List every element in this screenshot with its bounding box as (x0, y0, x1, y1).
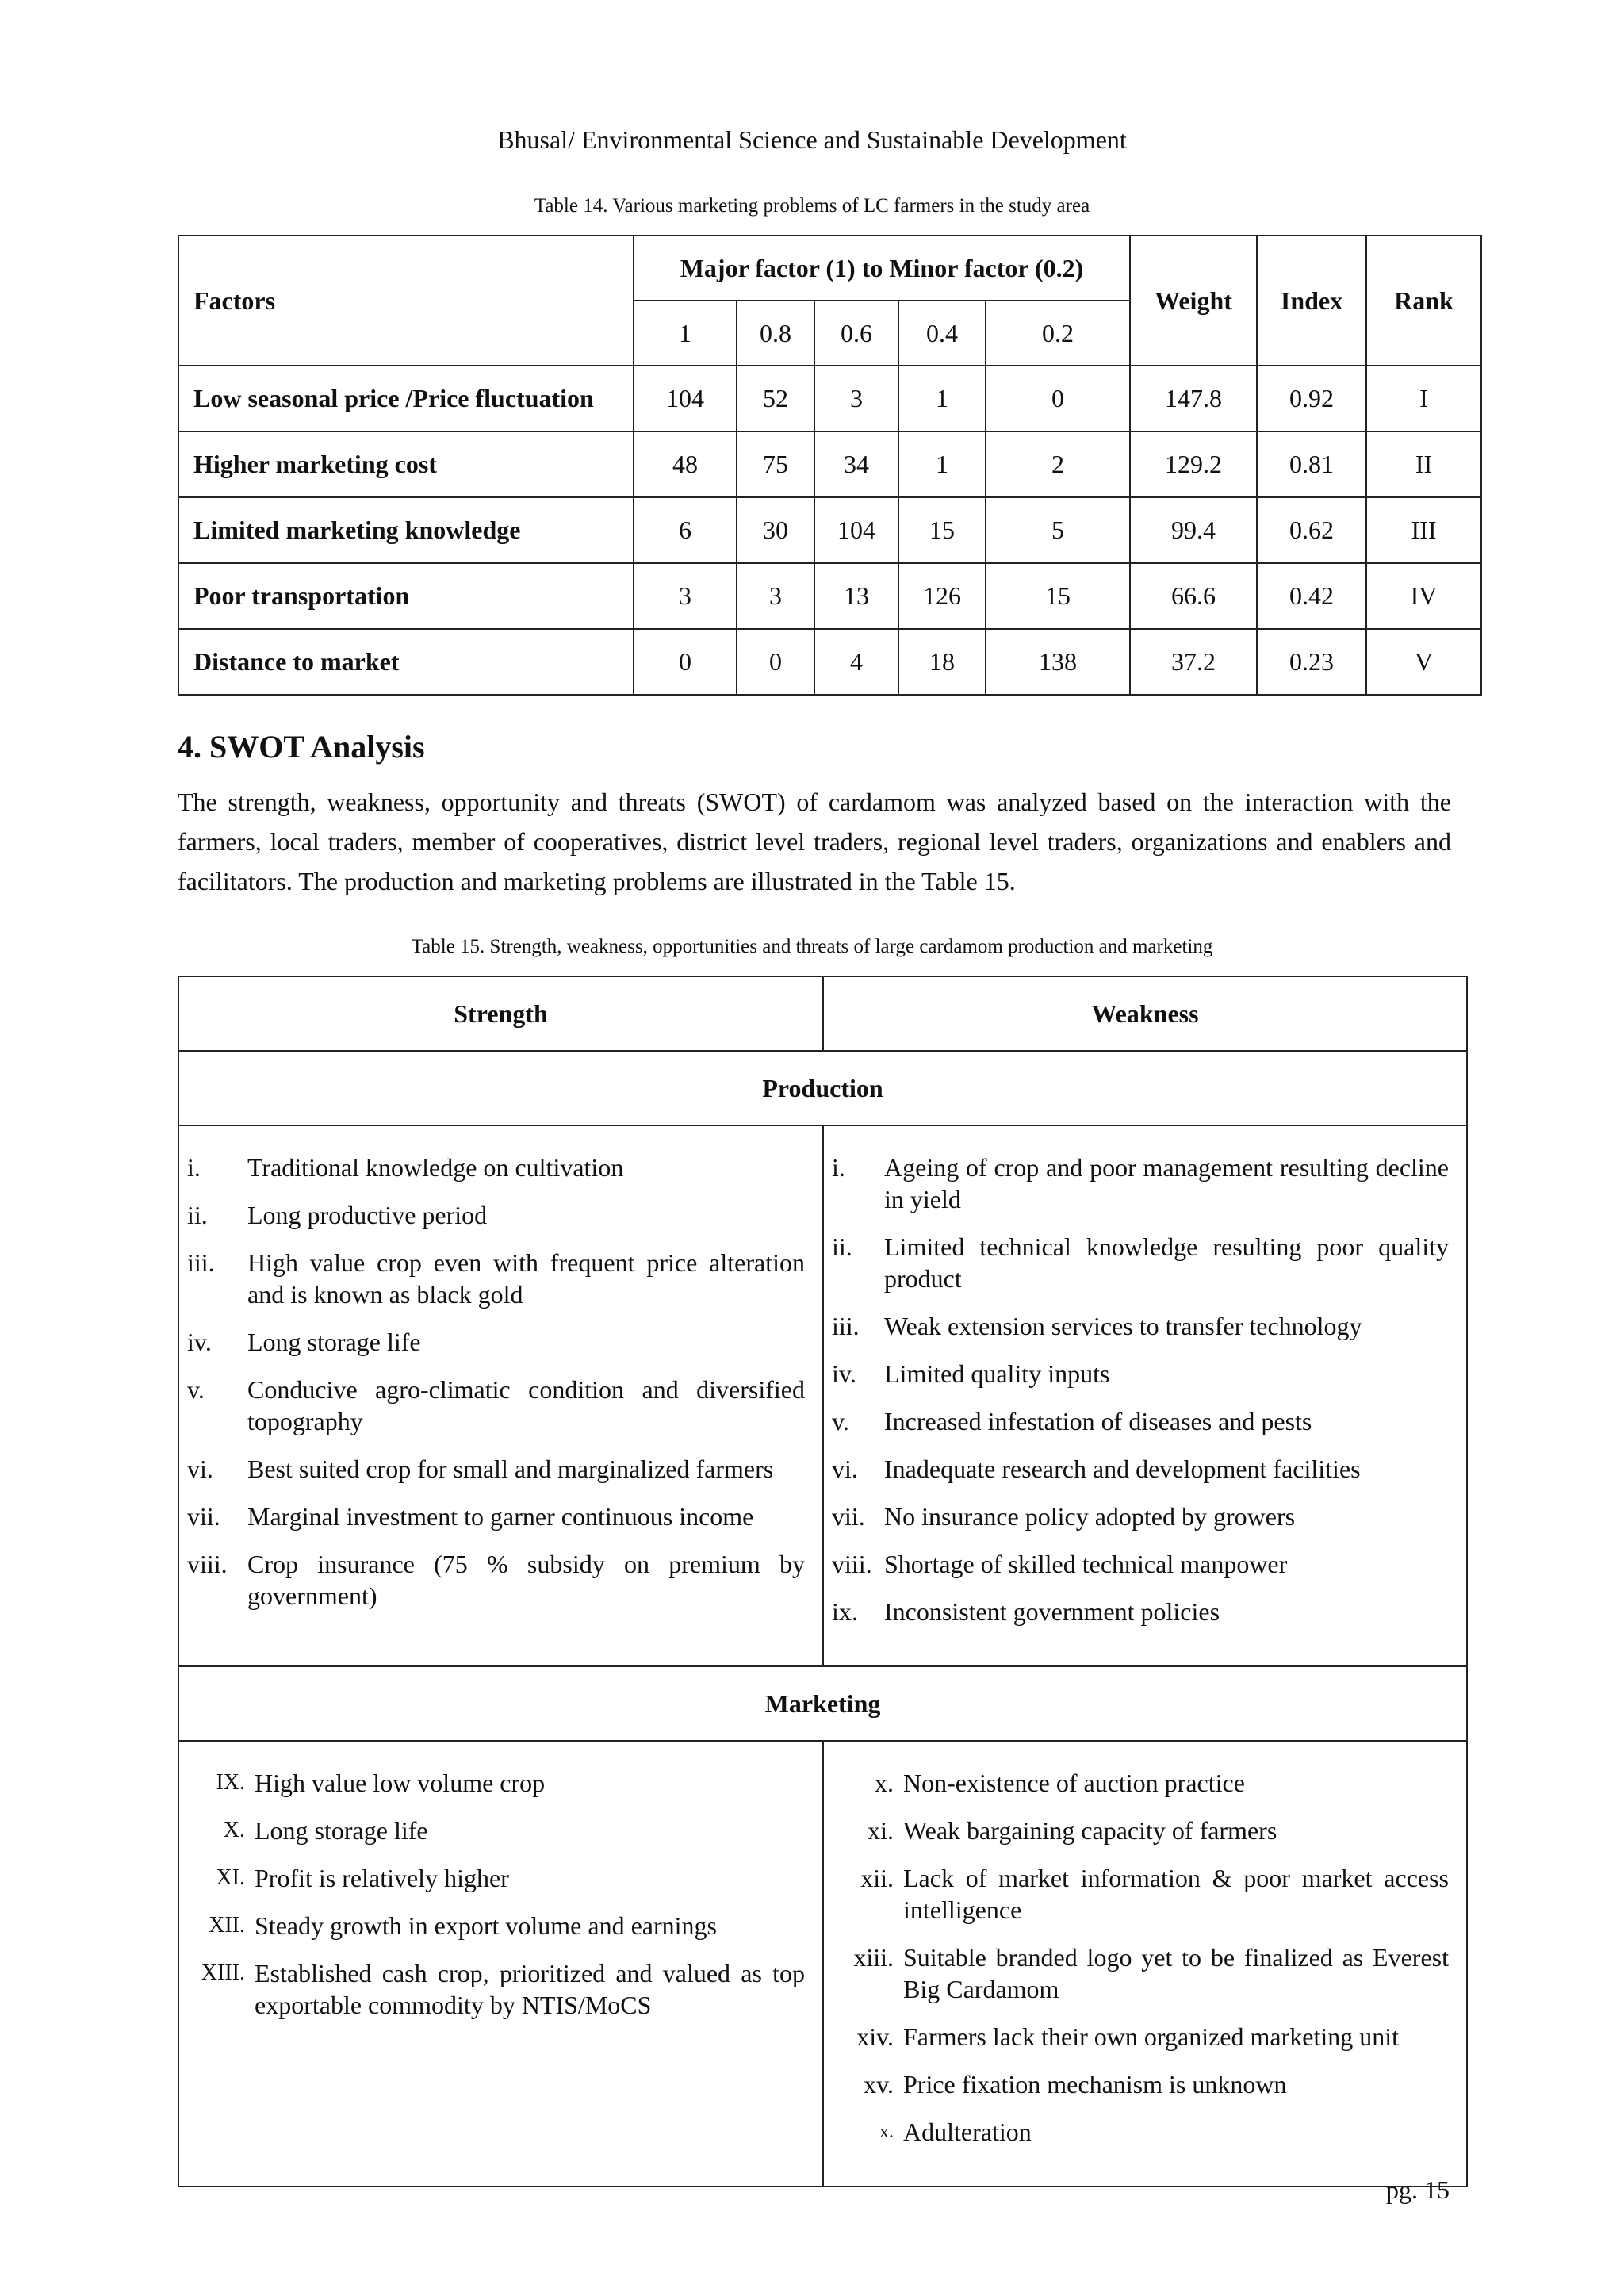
cell: 126 (898, 563, 986, 629)
list-item-number: iii. (187, 1248, 215, 1277)
cell: 2 (986, 431, 1130, 497)
list-item-text: Limited quality inputs (884, 1359, 1110, 1388)
list-item-text: Best suited crop for small and marginalized farmers (247, 1455, 774, 1483)
list-item (187, 1957, 805, 2021)
list-item (832, 1231, 1449, 1294)
list-item-number: iii. (832, 1312, 860, 1340)
cell: 104 (634, 366, 737, 431)
list-item-text: Profit is relatively higher (255, 1864, 509, 1892)
table-14-caption: Table 14. Various marketing problems of LC farmers in the study area (534, 195, 1090, 217)
factor-name: Low seasonal price /Price fluctuation (178, 366, 634, 431)
list-item-text: Lack of market information & poor market access intelligence (903, 1864, 1449, 1924)
col-index: Index (1257, 236, 1366, 366)
list-item (832, 2068, 1449, 2100)
cell: 15 (986, 563, 1130, 629)
list-item-number: v. (832, 1407, 849, 1435)
scale-06: 0.6 (814, 301, 898, 366)
table-row (178, 366, 1481, 431)
section-heading: 4. SWOT Analysis (178, 729, 425, 765)
list-item (832, 1815, 1449, 1846)
cell: 147.8 (1130, 366, 1257, 431)
list-item (187, 1453, 805, 1485)
scale-08: 0.8 (737, 301, 814, 366)
table-15-swot (178, 976, 1468, 2187)
cell: 52 (737, 366, 814, 431)
list-item (832, 1941, 1449, 2005)
col-factors: Factors (178, 236, 634, 366)
list-item-number: x. (879, 2122, 894, 2142)
list-item (832, 1453, 1449, 1485)
production-band: Production (178, 1051, 1467, 1125)
cell: 129.2 (1130, 431, 1257, 497)
list-item (832, 2116, 1449, 2148)
list-item (187, 1326, 805, 1358)
production-strength-cell (178, 1125, 823, 1666)
cell: II (1366, 431, 1481, 497)
list-item-number: vi. (832, 1455, 858, 1483)
list-item (187, 1815, 805, 1846)
list-item (187, 1247, 805, 1310)
cell: 0.81 (1257, 431, 1366, 497)
cell: 1 (898, 366, 986, 431)
cell: 3 (814, 366, 898, 431)
cell: 99.4 (1130, 497, 1257, 563)
cell: 0 (737, 629, 814, 695)
cell: 1 (898, 431, 986, 497)
list-item-text: Inconsistent government policies (884, 1597, 1220, 1626)
list-item-text: Traditional knowledge on cultivation (247, 1153, 624, 1182)
list-item (187, 1910, 805, 1941)
factor-name: Higher marketing cost (178, 431, 634, 497)
factor-name: Poor transportation (178, 563, 634, 629)
cell: 3 (634, 563, 737, 629)
list-item (187, 1501, 805, 1532)
list-item-number: vi. (187, 1455, 213, 1483)
list-item-number: X. (223, 1818, 245, 1842)
col-rank: Rank (1366, 236, 1481, 366)
cell: 0.92 (1257, 366, 1366, 431)
list-item-text: Non-existence of auction practice (903, 1769, 1245, 1797)
list-item-text: Long storage life (247, 1328, 421, 1356)
table-15-caption: Table 15. Strength, weakness, opportunities and threats of large cardamom production and marketing (411, 936, 1213, 957)
running-head: Bhusal/ Environmental Science and Sustainable Development (497, 125, 1127, 154)
list-item (187, 1199, 805, 1231)
factor-name: Distance to market (178, 629, 634, 695)
production-weakness-cell (823, 1125, 1467, 1666)
cell: 0 (634, 629, 737, 695)
list-item-number: vii. (187, 1502, 220, 1531)
marketing-weakness-cell (823, 1741, 1467, 2187)
list-item-number: xiv. (856, 2022, 894, 2051)
page-number: pg. 15 (1386, 2175, 1450, 2204)
col-strength: Strength (178, 976, 823, 1051)
col-weakness: Weakness (823, 976, 1467, 1051)
list-item-number: XII. (209, 1913, 245, 1938)
list-item-number: viii. (832, 1550, 872, 1578)
list-item-text: Limited technical knowledge resulting poor quality product (884, 1232, 1449, 1293)
list-item-text: Long storage life (255, 1816, 428, 1845)
list-item (832, 1405, 1449, 1437)
list-item-text: High value crop even with frequent price alteration and is known as black gold (247, 1248, 805, 1309)
list-item-text: Weak extension services to transfer technology (884, 1312, 1362, 1340)
list-item-text: Steady growth in export volume and earnings (255, 1911, 717, 1940)
table-row (178, 629, 1481, 695)
list-item-number: xi. (868, 1816, 894, 1845)
cell: 0.62 (1257, 497, 1366, 563)
list-item (832, 1548, 1449, 1580)
list-item-text: High value low volume crop (255, 1769, 546, 1797)
list-item-number: x. (875, 1769, 894, 1797)
cell: 66.6 (1130, 563, 1257, 629)
cell: 18 (898, 629, 986, 695)
list-item (832, 1152, 1449, 1215)
list-item-number: iv. (832, 1359, 856, 1388)
list-item-text: No insurance policy adopted by growers (884, 1502, 1296, 1531)
list-item-text: Farmers lack their own organized marketing unit (903, 2022, 1399, 2051)
marketing-strength-cell (178, 1741, 823, 2187)
list-item (832, 1310, 1449, 1342)
list-item-number: xv. (864, 2070, 894, 2099)
list-item-number: xiii. (853, 1943, 894, 1972)
scale-1: 1 (634, 301, 737, 366)
marketing-band: Marketing (178, 1666, 1467, 1741)
cell: 48 (634, 431, 737, 497)
factor-name: Limited marketing knowledge (178, 497, 634, 563)
list-item-number: XIII. (201, 1961, 245, 1985)
list-item (187, 1767, 805, 1799)
table-row (178, 431, 1481, 497)
cell: 30 (737, 497, 814, 563)
list-item-text: Inadequate research and development facilities (884, 1455, 1361, 1483)
list-item-number: v. (187, 1375, 205, 1404)
cell: 0.42 (1257, 563, 1366, 629)
marketing-weakness-list (824, 1742, 1466, 2186)
list-item-text: Shortage of skilled technical manpower (884, 1550, 1288, 1578)
cell: IV (1366, 563, 1481, 629)
marketing-strength-list (179, 1742, 822, 2059)
scale-04: 0.4 (898, 301, 986, 366)
list-item-text: Price fixation mechanism is unknown (903, 2070, 1287, 2099)
list-item-number: vii. (832, 1502, 865, 1531)
list-item (832, 1501, 1449, 1532)
list-item-text: Increased infestation of diseases and pests (884, 1407, 1312, 1435)
table-row (178, 563, 1481, 629)
cell: 3 (737, 563, 814, 629)
list-item-text: Marginal investment to garner continuous income (247, 1502, 754, 1531)
list-item-number: viii. (187, 1550, 228, 1578)
list-item-number: XI. (216, 1865, 245, 1890)
list-item-text: Ageing of crop and poor management resulting decline in yield (884, 1153, 1449, 1213)
list-item-text: Established cash crop, prioritized and valued as top exportable commodity by NTIS/MoCS (255, 1959, 805, 2019)
cell: 37.2 (1130, 629, 1257, 695)
cell: 104 (814, 497, 898, 563)
list-item-text: Conducive agro-climatic condition and diversified topography (247, 1375, 805, 1435)
list-item (187, 1862, 805, 1894)
cell: 0 (986, 366, 1130, 431)
cell: 138 (986, 629, 1130, 695)
cell: 15 (898, 497, 986, 563)
body-paragraph: The strength, weakness, opportunity and threats (SWOT) of cardamom was analyzed based on the interaction with the farmers, local traders, member of cooperatives, district level traders, regional level traders, organizations and enablers and facilitators. The production and marketing problems are illustrated in the Table 15. (178, 788, 1451, 895)
list-item-text: Adulteration (903, 2118, 1032, 2146)
list-item-number: iv. (187, 1328, 212, 1356)
cell: 34 (814, 431, 898, 497)
list-item (832, 1596, 1449, 1627)
list-item (187, 1548, 805, 1612)
cell: III (1366, 497, 1481, 563)
col-weight: Weight (1130, 236, 1257, 366)
table-row (178, 497, 1481, 563)
cell: 0.23 (1257, 629, 1366, 695)
list-item-number: i. (832, 1153, 845, 1182)
list-item-number: i. (187, 1153, 201, 1182)
list-item (832, 1358, 1449, 1389)
cell: 75 (737, 431, 814, 497)
list-item-number: xii. (860, 1864, 894, 1892)
list-item (832, 1862, 1449, 1926)
cell: 4 (814, 629, 898, 695)
cell: V (1366, 629, 1481, 695)
list-item-number: ii. (832, 1232, 852, 1261)
list-item-text: Long productive period (247, 1201, 488, 1229)
list-item-text: Crop insurance (75 % subsidy on premium by government) (247, 1550, 805, 1610)
table-14 (178, 235, 1482, 696)
list-item-text: Suitable branded logo yet to be finalized as Everest Big Cardamom (903, 1943, 1449, 2003)
cell: 6 (634, 497, 737, 563)
cell: I (1366, 366, 1481, 431)
list-item-number: ix. (832, 1597, 858, 1626)
list-item (187, 1374, 805, 1437)
list-item-number: IX. (216, 1770, 245, 1795)
production-strength-list (179, 1126, 822, 1650)
list-item-text: Weak bargaining capacity of farmers (903, 1816, 1277, 1845)
list-item-number: ii. (187, 1201, 208, 1229)
list-item (832, 2021, 1449, 2053)
production-weakness-list (824, 1126, 1466, 1665)
list-item (832, 1767, 1449, 1799)
cell: 5 (986, 497, 1130, 563)
list-item (187, 1152, 805, 1183)
scale-02: 0.2 (986, 301, 1130, 366)
cell: 13 (814, 563, 898, 629)
col-group-header: Major factor (1) to Minor factor (0.2) (634, 236, 1130, 301)
